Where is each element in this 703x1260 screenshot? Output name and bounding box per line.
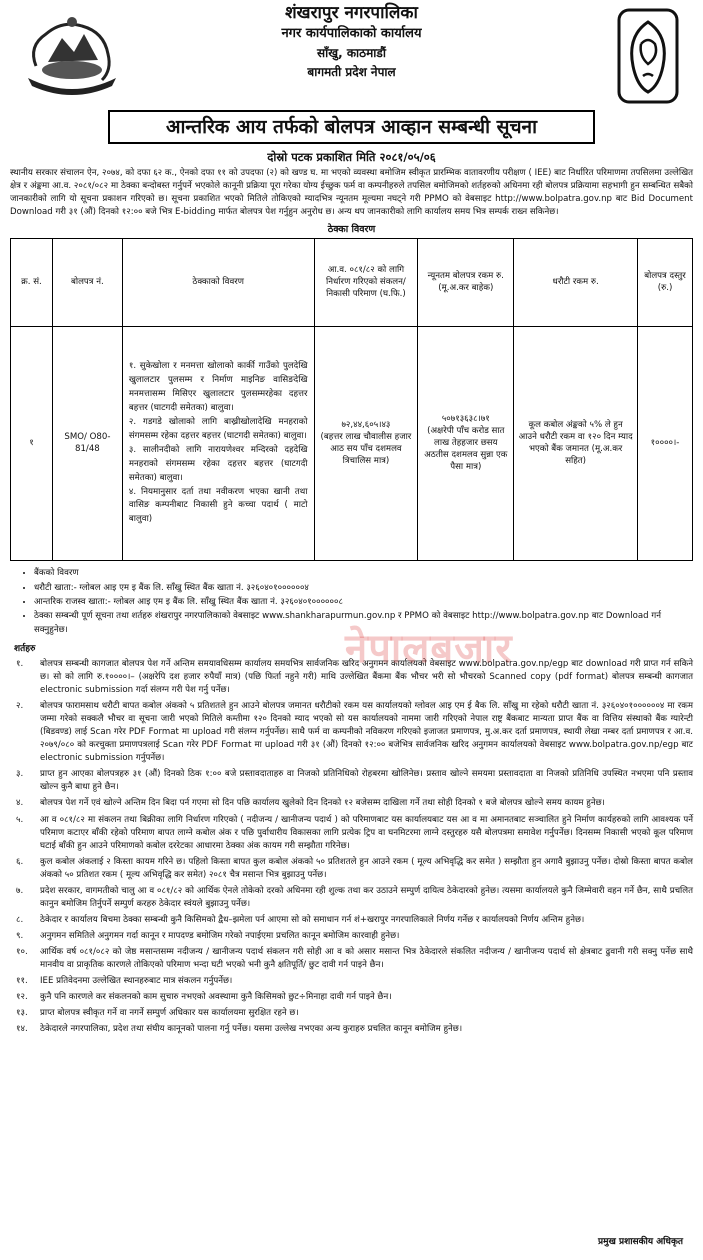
office-name: नगर कार्यपालिकाको कार्यालय	[281, 26, 422, 41]
cell-deposit: कूल कबोल अंङ्कको ५% ले हुन आउने धरौटी रकम वा १२० दिन म्याद भएको बैंक जमानत (मू.अ.कर सहित)	[514, 327, 638, 561]
term-number: ८.	[16, 914, 24, 925]
term-text: ठेकेदारले नगरपालिका, प्रदेश तथा संघीय कानूनको पालना गर्नु पर्नेछ। यसमा उल्लेख नभएका अन्य कुराहरु प्रचलित कानून बमोजिम हुनेछ।	[40, 1024, 463, 1035]
col-description: ठेक्काको विवरण	[122, 239, 314, 327]
term-item	[10, 814, 693, 853]
table-title: ठेक्का विवरण	[327, 224, 376, 236]
intro-paragraph: स्थानीय सरकार संचालन ऐन, २०७४, को दफा ६२ क., ऐनको दफा ११ को उपदफा (२) को खण्ड घ. मा भएको व्यवस्था बमोजिम स्वीकृत प्रारम्भिक वातावरणीय परीक्षण ( IEE) बाट निर्धारित परिमाणमा तपसिलमा उल्लेखित क्षेत्र र अंङ्कमा आ.व. २०८१/०८२ मा ठेक्का बन्दोबस्त गर्नुपर्ने भएकोले कानूनी प्रक्रिया पूरा गरेका योग्य ईच्छुक फर्म वा कम्पनीहरुले तपसिल बमोजिमको शर्तहरुको अधिनमा रही बोलपत्र प्रक्रियामा सहभागी हुन सम्बन्धित सबैको जानकारीको लागि यो सूचना प्रकाशन गरिएको छ। सूचना प्रकाशित भएको मितिले तोकिएको म्यादभित्र न्यूनतम मूल्यमा नघट्ने गरी PPMO को वेबसाइट http://www.bolpatra.gov.np बाट Bid Document Download गरी ३१ (औं) दिनको १२:०० बजे भित्र E-bidding मार्फत बोलपत्र पेश गर्नुहुन अनुरोध छ। अन्य थप जानकारीको लागि कार्यालय समय भित्र सम्पर्क राख्न सकिनेछ।	[10, 168, 693, 218]
term-item	[10, 914, 693, 927]
published-date: दोस्रो पटक प्रकाशित मिति २०८१/०५/०६	[267, 150, 436, 164]
col-min-amount: न्यूनतम बोलपत्र रकम रु. (मू.अ.कर बाहेक)	[418, 239, 514, 327]
municipality-name: शंखरापुर नगरपालिका	[285, 3, 418, 23]
list-item: • ठेक्का सम्बन्धी पूर्ण सूचना तथा शर्तहरु शंखरापुर नगरपालिकाको वेबसाइट www.shankharapurmun.gov.np र PPMO को वेबसाइट http://www.bolpatra.gov.np बाट Download गर्न सक्नुहुनेछ।	[34, 610, 693, 637]
term-number: १४.	[16, 1024, 28, 1035]
term-number: २.	[16, 701, 24, 711]
term-text: प्रदेश सरकार, वागमतीको चालु आ व ०८१/८२ को आर्थिक ऐनले तोकेको दरको अधिनमा रही शुल्क तथा कर उठाउने सम्पुर्ण दायित्व ठेकेदारको हुनेछ। त्यसमा कार्यालयले कुनै जिम्मेवारी वहन गर्ने छैन, साथै प्रचलित कानुन बमोजिम तिर्नुपर्ने सम्पुर्ण करहरु ठेकेदार स्वंयले बुझाउनु पर्नेछ।	[40, 885, 693, 909]
term-text: आ व ०८१/८२ मा संकलन तथा बिक्रीका लागि निर्धारण गरिएको ( नदीजन्य / खानीजन्य पदार्थ ) को परिमाणबाट यस कार्यालयबाट यस आ व मा अमानतबाट सञ्चालित हुने निर्माण कार्यहरुको लागि आवश्यक पर्ने परिमाण कटाएर बाँकी रहेको परिमाण बापत लाग्ने कबोल अंक र पछि पुर्वाधारीय विकासका लागि प्रत्येक ट्रिप वा घनमिटरमा लाग्ने दस्तुरहरु यसै बोलपत्रमा समावेश गर्नुपर्नेछ। दिनसम्म निकासी भएको कूल परिमाण घटाई बाँकी हुन आउने परिमाणको कबोल दररेटका आधारमा ठेक्का अंक कायम गरी सम्झौता गरिनेछ।	[40, 814, 693, 851]
col-bid-no: बोलपत्र नं.	[52, 239, 122, 327]
min-amount-words: (अक्षरेपी पाँच करोड सात लाख तेहहजार छसय अठतीस दशमलव सुन्ना एक पैसा मात्र)	[424, 425, 508, 472]
watermark-logo: नेपालबजार	[345, 626, 513, 672]
col-quantity: आ.व. ०८१/८२ को लागि निर्धारण गरिएको संकलन/ निकासी परिमाण (घ.फि.)	[314, 239, 418, 327]
term-text: अनुगमन समितिले अनुगमन गर्दा कानून र मापदण्ड बमोजिम गरेको नपाईएमा प्रचलित कानून बमोजिम कारवाही हुनेछ।	[40, 931, 400, 941]
table-header-row	[11, 239, 693, 327]
term-text: बोलपत्र फारामसाथ धरौटी बापत कबोल अंकको ५ प्रतिशतले हुन आउने बोलपत्र जमानत धरौटीको रकम यस कार्यालयको ग्लोवल आइ एम ई बैक लि. साँखु मा रहेको धरौटी खाता नं. ३२६०४०१००००००४ मा रकम जम्मा गरेको सक्कलै भौचर वा सूचना जारी भएको मितिले कम्तीमा १२० दिनको म्याद भएको सो यस कार्यालयको नाममा जारी गरिएको नेपाल राष्ट्र बैंकबाट मान्यता प्राप्त बैंक वा वित्तिय संस्थाको बैंक ग्यारेन्टी (बिडवण्ड) लाई Scan गरेर PDF Format मा upload गरी संलग्न गर्नुपर्नेछ। साथै फर्म वा कम्पनीको नविकरण गरिएको इजाजत प्रमाणपत्र, मु.अ.कर दर्ता प्रमाणपत्र, स्थायी लेखा नम्बर दर्ता प्रमाणपत्र र आ.व. २०७९/०८० को करचुक्ता प्रमाणपत्रलाई Scan गरेर PDF Format मा upload गरी ३१ (औं) दिनको १२:०० बजेभित्र सार्वजनिक खरिद अनुगमन कार्यालयको वेबसाइट www.bolpatra.gov.np/egp बाट electronic submission गर्नुपर्नेछ।	[40, 701, 693, 764]
cell-sn: १	[11, 327, 53, 561]
term-text: प्राप्त हुन आएका बोलपत्रहरु ३१ (औं) दिनको ठिक १:०० बजे प्रस्तावदाताहरु वा निजको प्रतिनिधिको रोहबरमा खोलिनेछ। प्रस्ताव खोल्ने समयमा प्रस्तावदाता वा निजको प्रतिनिधि उपस्थित नभएमा पनि प्रस्ताव खोल्न कुनै बाधा हुने छैन।	[40, 769, 693, 793]
term-item	[10, 797, 693, 810]
signature-title: प्रमुख प्रशासकीय अधिकृत	[597, 1237, 683, 1247]
term-number: १३.	[16, 1008, 28, 1019]
term-text: IEE प्रतिवेदनमा उल्लेखित स्थानहरुबाट मात्र संकलन गर्नुपर्नेछ।	[40, 976, 233, 987]
term-text: आर्थिक वर्ष ०८१/०८२ को जेष्ठ मसान्तसम्म नदीजन्य / खानीजन्य पदार्थ संकलन गरी सोही आ व को असार मसान्त भित्र ठेकेदारले संकलित नदीजन्य / खानीजन्य पदार्थ सो क्षेत्रबाट ढुवानी गरी सक्नु पर्नेछ साथै मानवीय वा प्राकृतिक कारणले तोकिएको परिमाण भन्दा घटी भएको भनी कुनै क्षतिपूर्ति/ छुट दावी गर्न पाइने छैन।	[40, 947, 693, 971]
desc-item: २. गडगडे खोलाको लागि बाख्रीखोलादेखि मनहराको संगमसम्म रहेका दहत्तर बहत्तर (घाटगदी समेतका) बालुवा।	[128, 416, 308, 441]
desc-item: ३. सालीनदीको लागि नारायणेश्वर मन्दिरको दहदेखि मनहराको संगमसम्म रहेका दहत्तर बहत्तर (घाटगदी समेतका) बालुवा।	[128, 444, 308, 483]
term-item	[10, 768, 693, 794]
header	[10, 0, 693, 110]
quantity-words: (बहत्तर लाख चौवालीस हजार आठ सय पाँच दशमलव त्रिचालिस मात्र)	[320, 431, 412, 466]
terms-list	[10, 658, 693, 1037]
table-row	[11, 327, 693, 561]
cell-min-amount	[418, 327, 514, 561]
term-number: ९.	[16, 931, 24, 941]
term-item	[10, 700, 693, 765]
term-item	[10, 885, 693, 911]
desc-item: १. सुकेखोला र मनमत्ता खोलाको कार्की गाउँको पुलदेखि खुलालटार पुलसम्म र निर्माण माइनिङ वासिङदेखि मनमत्तासम्म मिसिएर खुलालटार पुलसम्मरहेका दहत्तर बहत्तर (घाटगदी समेतका) बालुवा।	[128, 361, 308, 413]
term-item	[10, 1007, 693, 1020]
term-number: १.	[16, 658, 24, 669]
list-item: • धरौटी खाता:- ग्लोबल आइ एम इ बैंक लि. साँखु स्थित बैंक खाता नं. ३२६०४०१००००००४	[34, 582, 693, 595]
col-fee: बोलपत्र दस्तुर (रु.)	[638, 239, 693, 327]
term-number: ७.	[16, 885, 24, 896]
cell-fee: १००००।-	[638, 327, 693, 561]
term-text: कुनै पनि कारणले कर संकलनको काम सुचारु नभएको अवस्थामा कुनै किसिमको छुट÷मिनाहा दावी गर्न पाइने छैन।	[40, 992, 392, 1003]
min-amount-value: ५०७१३६३८।७१	[441, 414, 490, 425]
terms-heading: शर्तहरु	[14, 643, 36, 654]
term-number: १०.	[16, 947, 28, 958]
office-location: साँखु, काठमाडौं	[317, 46, 386, 60]
notice-title: आन्तरिक आय तर्फको बोलपत्र आव्हान सम्बन्धी सूचना	[108, 110, 595, 144]
term-item	[10, 946, 693, 972]
term-text: कुल कबोल अंकलाई २ किस्ता कायम गरिने छ। पहिलो किस्ता बापत कुल कबोल अंकको ५० प्रतिशतले हुन आउने रकम ( मूल्य अभिवृद्धि कर समेत ) सम्झौता हुन अगावै बुझाउनु पर्नेछ। दोस्रो किस्ता बापत कबोल अंकको ५० प्रतिशत रकम ( मूल्य अभिवृद्धि कर समेत) २०८१ चैत्र मसान्त भित्र बुझाउनु पर्नेछ।	[40, 856, 693, 880]
col-deposit: धरौटी रकम रु.	[514, 239, 638, 327]
term-item	[10, 856, 693, 882]
quantity-value: ७२,४४,६०५।४३	[341, 420, 391, 431]
term-number: ४.	[16, 798, 24, 809]
term-item	[10, 991, 693, 1004]
term-text: बोलपत्र पेश गर्ने एवं खोल्ने अन्तिम दिन बिदा पर्न गएमा सो दिन पछि कार्यालय खुलेको दिन दिनको १२ बजेसम्म दाखिला गर्ने तथा सोही दिनको १ बजे बोलपत्र खोल्ने समय कायम हुनेछ।	[40, 798, 605, 809]
desc-item: ४. नियमानुसार दर्ता तथा नवीकरण भएका खानी तथा वासिङ कम्पनीबाट निकासी हुने कच्चा पदार्थ ( माटो बालुवा)	[128, 486, 308, 525]
term-number: ११.	[16, 976, 28, 987]
term-item	[10, 1023, 693, 1036]
term-text: ठेकेदार र कार्यालय बिचमा ठेक्का सम्बन्धी कुनै किसिमको द्वैध–झमेला पर्न आएमा सो को समाधान गर्न शं+खरापुर नगरपालिकाले निर्णय गर्नेछ र कार्यालयको निर्णय अन्तिम हुनेछ।	[40, 914, 585, 925]
province-name: बागमती प्रदेश नेपाल	[307, 65, 396, 79]
col-sn: क्र. सं.	[11, 239, 53, 327]
cell-bid-no: SMO/ O80-81/48	[52, 327, 122, 561]
conch-logo-icon	[613, 6, 683, 106]
term-number: ६.	[16, 856, 24, 867]
term-number: ३.	[16, 769, 24, 780]
cell-quantity	[314, 327, 418, 561]
list-item: • बैंकको विवरण	[34, 567, 693, 580]
cell-description	[122, 327, 314, 561]
term-text: प्राप्त बोलपत्र स्वीकृत गर्ने वा नगर्ने सम्पुर्ण अधिकार यस कार्यालयमा सुरक्षित रहने छ।	[40, 1008, 299, 1019]
term-item	[10, 975, 693, 988]
term-text: बोलपत्र सम्बन्धी कागजात बोलपत्र पेश गर्ने अन्तिम समयावधिसम्म कार्यालय समयभित्र सार्वजनिक खरिद अनुगमन कार्यालयको वेबसाइट www.bolpatra.gov.np/egp बाट download गरी प्राप्त गर्न सकिने छ। सो को लागि रु.१००००।– (अक्षरेपि दश हजार रुपैयाँ मात्र) (पछि फिर्ता नहुने गरी) माथि उल्लेखित बैंकमा बैंक भौचर भरी सो भौचरको Scanned copy (pdf format) बोलपत्र सम्बन्धी कागजात electronic submission गर्दा संलग्न गरी पेश गर्नु पर्नेछ।	[40, 658, 693, 695]
term-number: १२.	[16, 992, 28, 1003]
term-item	[10, 930, 693, 943]
term-number: ५.	[16, 814, 24, 825]
contract-table	[10, 238, 693, 561]
list-item: • आन्तरिक राजस्व खाता:- ग्लोबल आइ एम इ बैंक लि. साँखु स्थित बैंक खाता नं. ३२६०४०१००००००८	[34, 596, 693, 609]
